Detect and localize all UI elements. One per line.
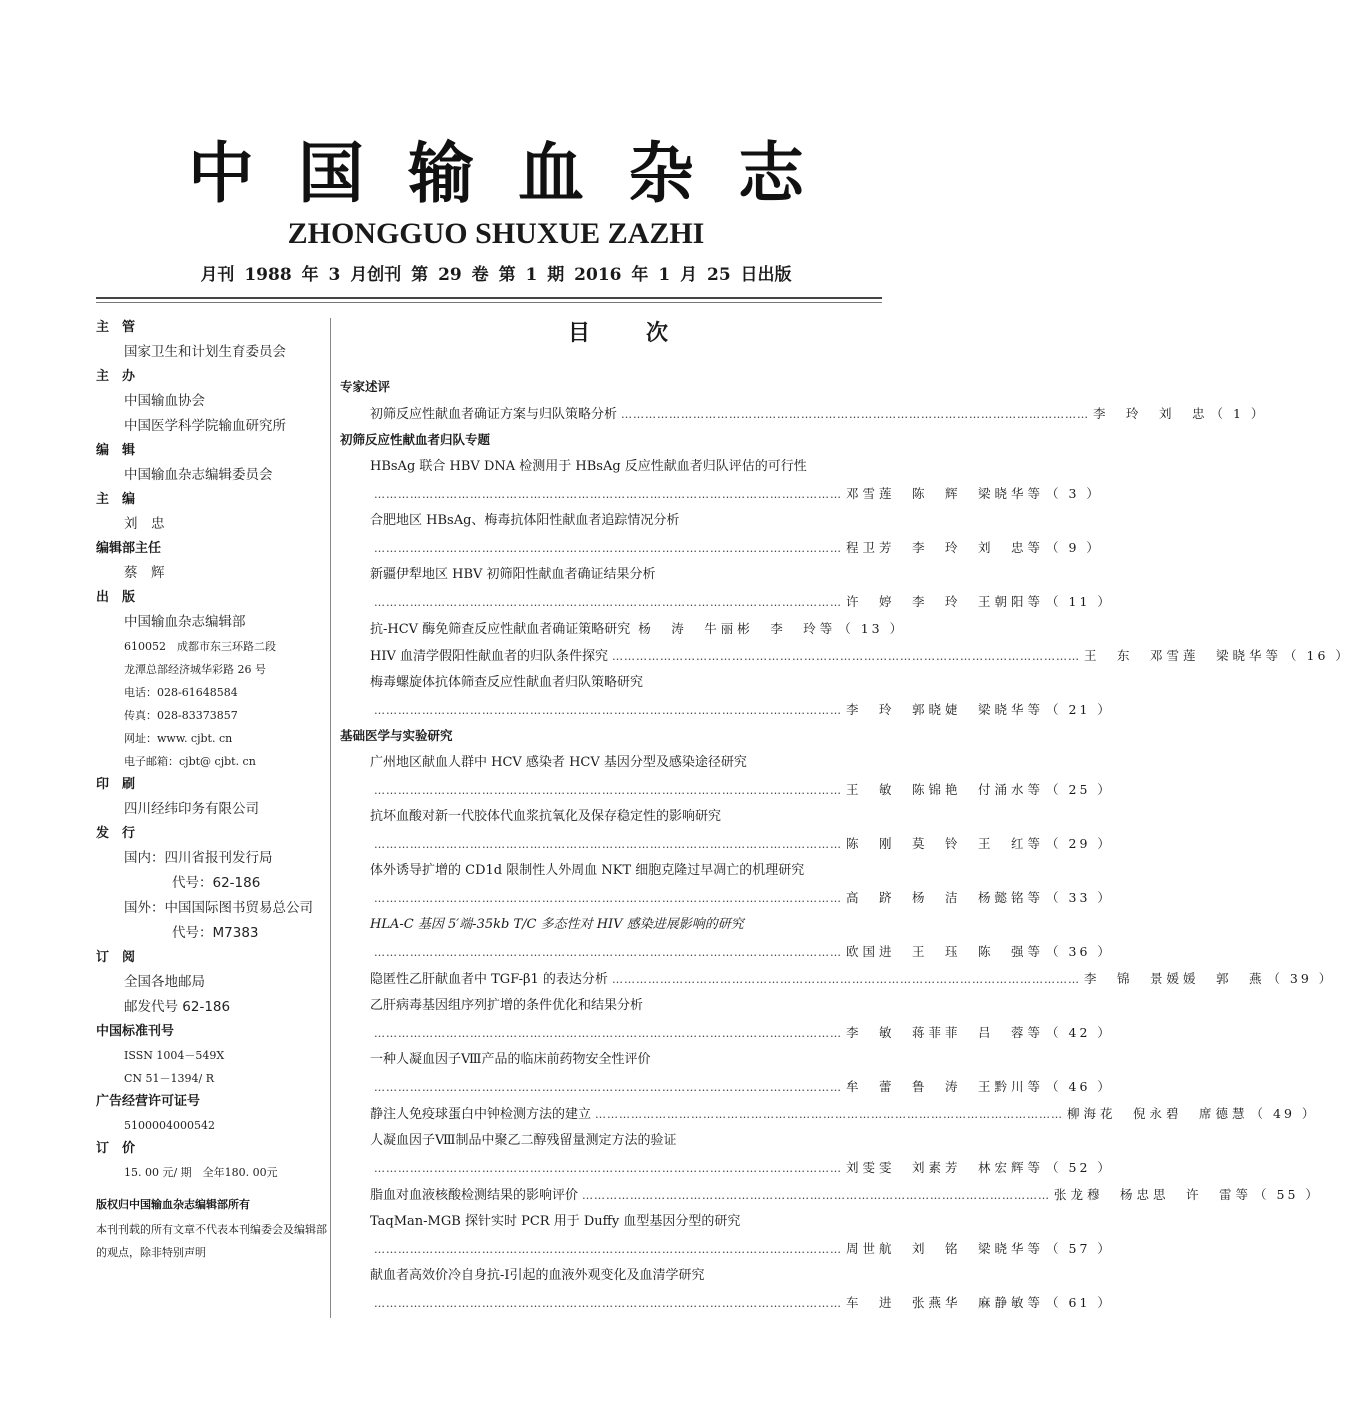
disclaimer: 本刊刊载的所有文章不代表本刊编委会及编辑部的观点，除非特别声明 (96, 1223, 327, 1259)
website: 网址：www. cjbt. cn (124, 732, 233, 745)
leader-dots: ……………………………………………………………………………………………………… (374, 488, 842, 501)
page-number: （ 57 ） (1046, 1241, 1113, 1256)
article-authors: 车 进 张燕华 麻静敏等 (846, 1295, 1045, 1310)
page-number: （ 61 ） (1046, 1295, 1113, 1310)
subscribe-label: 订 阅 (96, 950, 136, 965)
price-value: 15. 00 元/ 期 全年180. 00元 (124, 1166, 278, 1179)
leader-dots: ……………………………………………………………………………………………………… (374, 892, 842, 905)
leader-dots: ……………………………………………………………………………………………………… (612, 650, 1080, 663)
article-authors: 周世航 刘 铭 梁晓华等 (846, 1241, 1045, 1256)
chief-editor-value: 刘 忠 (124, 516, 165, 532)
article-authors: 张龙穆 杨忠思 许 雷等 (1054, 1187, 1253, 1202)
article-authors: 陈 刚 莫 铃 王 红等 (846, 836, 1045, 851)
article-authors: 王 敏 陈锦艳 付涌水等 (846, 782, 1045, 797)
journal-title-pinyin: ZHONGGUO SHUXUE ZAZHI (287, 217, 705, 250)
issn: ISSN 1004－549X (124, 1049, 225, 1062)
article-title: 献血者高效价冷自身抗-Ⅰ引起的血液外观变化及血清学研究 (370, 1268, 705, 1283)
leader-dots: ……………………………………………………………………………………………………… (621, 408, 1090, 421)
article-authors: 牟 蕾 鲁 涛 王黔川等 (846, 1079, 1045, 1094)
domestic-code: 代号：62-186 (172, 875, 261, 891)
article-authors: 李 敏 蒋菲菲 吕 蓉等 (846, 1025, 1045, 1040)
article-title: 静注人免疫球蛋白中钟检测方法的建立 (370, 1107, 592, 1122)
page-number: （ 3 ） (1046, 486, 1102, 501)
article-authors: 李 锦 景媛媛 郭 燕 (1083, 971, 1266, 986)
leader-dots: ……………………………………………………………………………………………………… (582, 1189, 1051, 1202)
leader-dots: ……………………………………………………………………………………………………… (374, 542, 842, 555)
page-number: （ 46 ） (1046, 1079, 1113, 1094)
director-label: 编辑部主任 (96, 541, 162, 556)
toc-entry[interactable] (340, 507, 1102, 561)
sponsor-value: 国家卫生和计划生育委员会 (124, 344, 286, 360)
toc-entry[interactable] (340, 1046, 1113, 1100)
article-authors: 邓雪莲 陈 辉 梁晓华等 (846, 486, 1045, 501)
editor-label: 编 辑 (96, 443, 136, 458)
address-line-1: 610052 成都市东三环路二段 (124, 640, 276, 653)
chief-editor-label: 主 编 (96, 492, 136, 507)
article-title: 新疆伊犁地区 HBV 初筛阳性献血者确证结果分析 (370, 567, 656, 582)
toc-entry[interactable] (340, 1127, 1113, 1181)
article-title: 广州地区献血人群中 HCV 感染者 HCV 基因分型及感染途径研究 (370, 755, 747, 770)
toc-entry[interactable] (340, 453, 1102, 507)
page-number: （ 55 ） (1254, 1187, 1321, 1202)
article-authors: 李 玲 郭晓婕 梁晓华等 (846, 702, 1045, 717)
toc-title: 目次 (567, 320, 724, 346)
article-authors: 欧国进 王 珏 陈 强等 (846, 944, 1045, 959)
leader-dots: ……………………………………………………………………………………………………… (374, 838, 842, 851)
article-authors: 杨 涛 牛丽彬 李 玲等 (638, 621, 837, 636)
section-title: 初筛反应性献血者归队专题 (340, 432, 491, 447)
leader-dots: ……………………………………………………………………………………………………… (374, 1081, 842, 1094)
article-authors: 柳海花 倪永碧 席德慧 (1067, 1106, 1249, 1121)
article-title: 合肥地区 HBsAg、梅毒抗体阳性献血者追踪情况分析 (370, 513, 680, 528)
leader-dots: ……………………………………………………………………………………………………… (595, 1108, 1064, 1121)
article-authors: 程卫芳 李 玲 刘 忠等 (846, 540, 1045, 555)
page-number: （ 42 ） (1046, 1025, 1113, 1040)
toc-entry[interactable] (340, 857, 1113, 911)
toc-entry[interactable] (340, 615, 906, 642)
foreign-distribution: 国外：中国国际图书贸易总公司 (124, 900, 313, 916)
article-title: 初筛反应性献血者确证方案与归队策略分析 (370, 407, 618, 422)
toc-entry[interactable] (340, 1100, 1318, 1127)
article-title: 隐匿性乙肝献血者中 TGF-β1 的表达分析 (370, 972, 608, 987)
article-title: 抗-HCV 酶免筛查反应性献血者确证策略研究 (370, 622, 631, 637)
toc-entry[interactable] (340, 749, 1113, 803)
leader-dots: ……………………………………………………………………………………………………… (374, 1243, 842, 1256)
price-label: 订 价 (96, 1141, 136, 1156)
page-number: （ 49 ） (1250, 1106, 1318, 1121)
printer-value: 四川经纬印务有限公司 (124, 801, 259, 817)
page-number: （ 11 ） (1046, 594, 1113, 609)
article-title: HLA-C 基因 5′端-35kb T/C 多态性对 HIV 感染进展影响的研究 (370, 917, 744, 932)
editor-value: 中国输血杂志编辑委员会 (124, 467, 273, 483)
ad-license-number: 5100004000542 (124, 1119, 215, 1132)
article-authors: 李 玲 刘 忠 (1093, 406, 1209, 421)
toc-entry[interactable] (340, 965, 1335, 992)
toc-entry[interactable] (340, 1208, 1113, 1262)
issue-info: 月刊 1988 年 3 月创刊 第 29 卷 第 1 期 2016 年 1 月 25 日出版 (200, 265, 792, 285)
toc-entry[interactable] (340, 803, 1113, 857)
sponsor-label: 主 管 (96, 320, 136, 335)
table-of-contents (340, 316, 1351, 1316)
article-title: HBsAg 联合 HBV DNA 检测用于 HBsAg 反应性献血者归队评估的可行性 (370, 459, 807, 474)
journal-title-chinese: 中国输血杂志 (188, 134, 848, 212)
page-number: （ 52 ） (1046, 1160, 1113, 1175)
organizer-label: 主 办 (96, 369, 136, 384)
toc-entry[interactable] (340, 992, 1113, 1046)
page-number: （ 16 ） (1284, 648, 1351, 663)
leader-dots: ……………………………………………………………………………………………………… (374, 946, 842, 959)
header-rule-thin (96, 302, 882, 303)
cn-number: CN 51－1394/ R (124, 1072, 215, 1085)
leader-dots: ……………………………………………………………………………………………………… (611, 973, 1080, 986)
section-title: 基础医学与实验研究 (340, 728, 453, 743)
foreign-code: 代号：M7383 (172, 925, 259, 941)
article-title: 脂血对血液核酸检测结果的影响评价 (370, 1188, 579, 1203)
toc-entry[interactable] (340, 911, 1113, 965)
copyright-notice: 版权归中国输血杂志编辑部所有 (96, 1198, 250, 1211)
page-number: （ 25 ） (1046, 782, 1113, 797)
article-title: HIV 血清学假阳性献血者的归队条件探究 (370, 649, 608, 664)
article-title: 抗坏血酸对新一代胶体代血浆抗氧化及保存稳定性的影响研究 (370, 809, 722, 824)
leader-dots: ……………………………………………………………………………………………………… (374, 704, 842, 717)
page-number: （ 39 ） (1267, 971, 1335, 986)
organizer-value-1: 中国输血协会 (124, 393, 205, 409)
leader-dots: ……………………………………………………………………………………………………… (374, 784, 842, 797)
publisher-label: 出 版 (96, 590, 136, 605)
toc-entry[interactable] (340, 561, 1113, 615)
leader-dots: ……………………………………………………………………………………………………… (374, 1162, 842, 1175)
article-title: 乙肝病毒基因组序列扩增的条件优化和结果分析 (370, 998, 644, 1013)
page-number: （ 1 ） (1210, 406, 1267, 421)
publisher-value: 中国输血杂志编辑部 (124, 614, 246, 630)
article-title: 体外诱导扩增的 CD1d 限制性人外周血 NKT 细胞克隆过早凋亡的机理研究 (370, 863, 805, 878)
page-number: （ 9 ） (1046, 540, 1102, 555)
article-authors: 刘雯雯 刘素芳 林宏辉等 (846, 1160, 1045, 1175)
domestic-distribution: 国内：四川省报刊发行局 (124, 850, 273, 866)
toc-entry[interactable] (340, 1262, 1113, 1316)
article-title: 梅毒螺旋体抗体筛查反应性献血者归队策略研究 (370, 675, 644, 690)
header-rule-thick (96, 297, 882, 299)
email: 电子邮箱：cjbt@ cjbt. cn (124, 755, 256, 768)
leader-dots: ……………………………………………………………………………………………………… (374, 596, 842, 609)
article-title: TaqMan-MGB 探针实时 PCR 用于 Duffy 血型基因分型的研究 (370, 1214, 741, 1229)
standard-number-label: 中国标准刊号 (96, 1024, 175, 1039)
phone-number: 电话：028-61648584 (124, 686, 238, 699)
article-authors: 王 东 邓雪莲 梁晓华等 (1084, 648, 1283, 663)
ad-license-label: 广告经营许可证号 (96, 1094, 201, 1109)
toc-entry[interactable] (340, 669, 1113, 723)
postal-code: 邮发代号 62-186 (124, 999, 231, 1015)
leader-dots: ……………………………………………………………………………………………………… (374, 1027, 842, 1040)
page-number: （ 36 ） (1046, 944, 1113, 959)
article-authors: 许 婷 李 玲 王朝阳等 (846, 594, 1045, 609)
page-number: （ 21 ） (1046, 702, 1113, 717)
leader-dots: ……………………………………………………………………………………………………… (374, 1297, 842, 1310)
toc-entry[interactable] (340, 642, 1351, 669)
page-number: （ 13 ） (838, 621, 906, 636)
organizer-value-2: 中国医学科学院输血研究所 (124, 418, 286, 434)
page-number: （ 29 ） (1046, 836, 1113, 851)
fax-number: 传真：028-83373857 (124, 709, 238, 722)
toc-entry[interactable] (340, 1181, 1321, 1208)
printer-label: 印 刷 (96, 777, 136, 792)
article-title: 一种人凝血因子Ⅷ产品的临床前药物安全性评价 (370, 1052, 651, 1067)
address-line-2: 龙潭总部经济城华彩路 26 号 (124, 663, 266, 676)
publication-info-column (96, 316, 332, 1264)
article-title: 人凝血因子Ⅷ制品中聚乙二醇残留量测定方法的验证 (370, 1133, 677, 1148)
subscribe-value: 全国各地邮局 (124, 974, 205, 990)
article-authors: 高 跻 杨 洁 杨懿铭等 (846, 890, 1045, 905)
section-title: 专家述评 (340, 379, 391, 394)
director-value: 蔡 辉 (124, 565, 165, 581)
toc-entry[interactable] (340, 400, 1267, 427)
page-number: （ 33 ） (1046, 890, 1113, 905)
distribution-label: 发 行 (96, 826, 136, 841)
